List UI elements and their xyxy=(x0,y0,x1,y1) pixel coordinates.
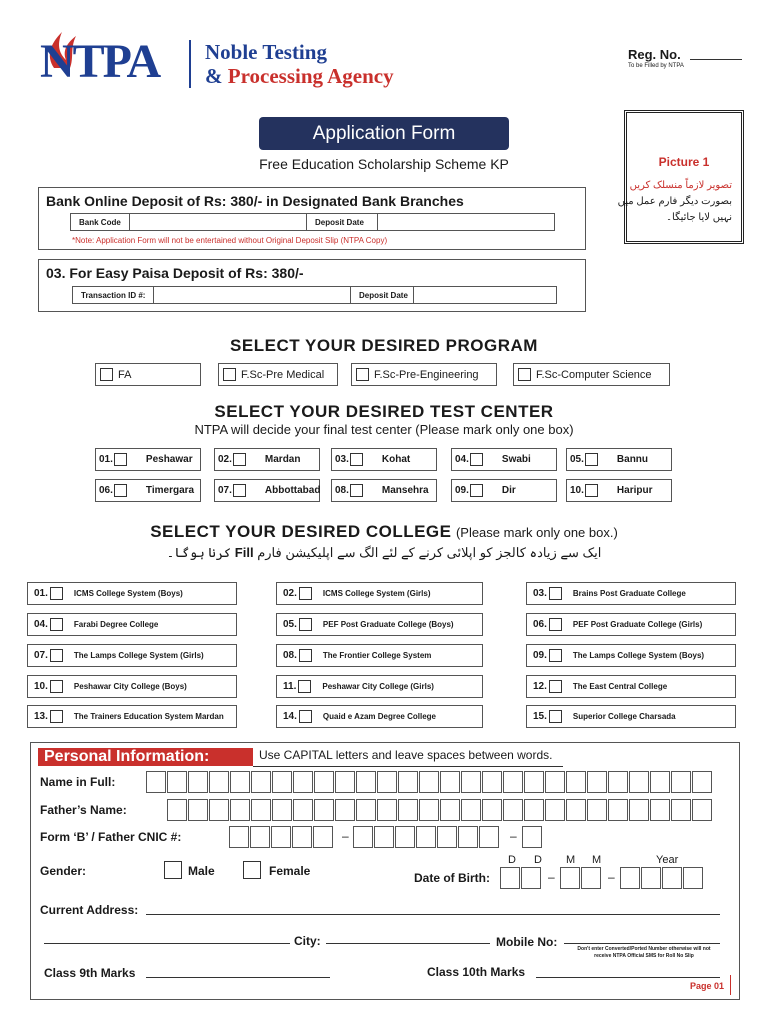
test-center-name: Bannu xyxy=(616,454,649,465)
program-option-label: F.Sc-Computer Science xyxy=(536,368,652,381)
test-center-name: Haripur xyxy=(616,485,653,496)
test-center-name: Peshawar xyxy=(145,454,193,465)
checkbox[interactable] xyxy=(50,649,63,662)
college-name: Farabi Degree College xyxy=(73,620,159,629)
male-checkbox[interactable] xyxy=(164,861,182,879)
college-option[interactable] xyxy=(526,675,736,698)
college-option[interactable] xyxy=(276,705,483,728)
college-urdu-fill: Fill xyxy=(234,545,254,560)
program-section-title: SELECT YOUR DESIRED PROGRAM xyxy=(230,336,538,355)
option-number: 07. xyxy=(218,485,232,496)
picture-instruction xyxy=(612,178,732,226)
college-name: The Trainers Education System Mardan xyxy=(73,712,224,721)
male-label: Male xyxy=(188,864,215,878)
reg-no-label: Reg. No. xyxy=(628,47,681,62)
option-number: 04. xyxy=(455,454,469,465)
address-label: Current Address: xyxy=(40,903,139,917)
college-urdu-before: ایک سے زیادہ کالجز کو اپلائی کرنے کے لئے الگ سے اپلیکیشن فارم xyxy=(257,545,602,560)
picture-instruction-red: تصویر لازماً منسلک کریں xyxy=(629,180,732,191)
reg-no-field[interactable] xyxy=(690,59,742,60)
form-title: Application Form xyxy=(259,117,509,150)
dob-d1-caption: D xyxy=(508,854,516,866)
dob-dash: – xyxy=(548,870,555,884)
checkbox[interactable] xyxy=(299,710,312,723)
option-number: 03. xyxy=(533,588,547,599)
option-number: 13. xyxy=(34,711,48,722)
option-number: 10. xyxy=(570,485,584,496)
bank-code-field[interactable] xyxy=(129,213,307,231)
test-center-option[interactable] xyxy=(214,448,320,471)
college-name: ICMS College System (Girls) xyxy=(322,589,431,598)
test-center-option[interactable] xyxy=(331,479,437,502)
test-center-section-title: SELECT YOUR DESIRED TEST CENTER xyxy=(214,402,554,421)
dob-dash: – xyxy=(608,870,615,884)
option-number: 05. xyxy=(283,619,297,630)
test-center-name: Abbottabad xyxy=(264,485,321,496)
address-line2-field[interactable] xyxy=(44,943,290,944)
program-option-premedical[interactable] xyxy=(218,363,338,386)
dob-label: Date of Birth: xyxy=(414,871,490,885)
checkbox[interactable] xyxy=(549,649,562,662)
easypaisa-date-label: Deposit Date xyxy=(350,286,414,304)
program-option-computer-science[interactable] xyxy=(513,363,670,386)
checkbox[interactable] xyxy=(350,484,363,497)
college-option[interactable] xyxy=(27,644,237,667)
gender-label: Gender: xyxy=(40,864,87,878)
checkbox[interactable] xyxy=(223,368,236,381)
college-name: Superior College Charsada xyxy=(572,712,676,721)
checkbox[interactable] xyxy=(549,587,562,600)
city-label: City: xyxy=(294,934,321,948)
option-number: 01. xyxy=(34,588,48,599)
dob-m1-caption: M xyxy=(566,854,576,866)
page-marker xyxy=(730,975,731,995)
ntpa-logo: NTPA xyxy=(40,35,160,88)
option-number: 08. xyxy=(283,650,297,661)
checkbox[interactable] xyxy=(50,618,63,631)
bank-deposit-title: Bank Online Deposit of Rs: 380/- in Designated Bank Branches xyxy=(46,193,464,209)
checkbox[interactable] xyxy=(233,484,246,497)
dob-year-field[interactable] xyxy=(620,867,704,889)
checkbox[interactable] xyxy=(299,587,312,600)
test-center-name: Dir xyxy=(501,485,516,496)
option-number: 10. xyxy=(34,681,48,692)
test-center-option[interactable] xyxy=(451,448,557,471)
option-number: 08. xyxy=(335,485,349,496)
program-option-preengineering[interactable] xyxy=(351,363,497,386)
dob-day-field[interactable] xyxy=(500,867,542,889)
checkbox[interactable] xyxy=(100,368,113,381)
name-label: Name in Full: xyxy=(40,775,116,789)
cnic-field-part1[interactable] xyxy=(229,826,334,848)
college-option[interactable] xyxy=(27,675,237,698)
college-title-note: (Please mark only one box.) xyxy=(455,525,618,540)
college-option[interactable] xyxy=(276,613,483,636)
test-center-option[interactable] xyxy=(95,448,201,471)
checkbox[interactable] xyxy=(356,368,369,381)
college-name: The Lamps College System (Boys) xyxy=(572,651,705,660)
option-number: 06. xyxy=(99,485,113,496)
college-option[interactable] xyxy=(27,613,237,636)
test-center-option[interactable] xyxy=(214,479,320,502)
class10-field[interactable] xyxy=(536,977,720,978)
checkbox[interactable] xyxy=(299,618,312,631)
easypaisa-date-field[interactable] xyxy=(413,286,557,304)
checkbox[interactable] xyxy=(350,453,363,466)
checkbox[interactable] xyxy=(114,453,127,466)
checkbox[interactable] xyxy=(585,484,598,497)
checkbox[interactable] xyxy=(114,484,127,497)
checkbox[interactable] xyxy=(50,710,63,723)
name-field[interactable] xyxy=(146,771,713,793)
college-option[interactable] xyxy=(526,705,736,728)
transaction-id-label: Transaction ID #: xyxy=(72,286,154,304)
bank-code-label: Bank Code xyxy=(70,213,130,231)
female-checkbox[interactable] xyxy=(243,861,261,879)
checkbox[interactable] xyxy=(299,649,312,662)
college-option[interactable] xyxy=(526,613,736,636)
test-center-option[interactable] xyxy=(566,448,672,471)
cnic-field-part2[interactable] xyxy=(353,826,500,848)
cnic-field-part3[interactable] xyxy=(522,826,543,848)
cnic-dash: – xyxy=(510,829,517,843)
class9-label: Class 9th Marks xyxy=(44,966,136,980)
option-number: 11. xyxy=(283,681,297,692)
option-number: 02. xyxy=(283,588,297,599)
college-option[interactable] xyxy=(526,582,736,605)
option-number: 07. xyxy=(34,650,48,661)
deposit-slip-note: *Note: Application Form will not be entertained without Original Deposit Slip (NTPA Copy) xyxy=(72,236,388,245)
father-name-field[interactable] xyxy=(167,799,713,821)
college-name: The Lamps College System (Girls) xyxy=(73,651,204,660)
class10-label: Class 10th Marks xyxy=(427,965,526,979)
checkbox[interactable] xyxy=(50,587,63,600)
personal-info-heading: Personal Information: xyxy=(38,748,253,766)
program-option-fa[interactable] xyxy=(95,363,201,386)
org-name-line1: Noble Testing xyxy=(205,40,327,64)
college-name: Peshawar City College (Girls) xyxy=(322,682,434,691)
college-option[interactable] xyxy=(27,705,237,728)
checkbox[interactable] xyxy=(298,680,311,693)
checkbox[interactable] xyxy=(518,368,531,381)
cnic-label: Form ‘B’ / Father CNIC #: xyxy=(40,830,182,844)
college-name: The Frontier College System xyxy=(322,651,432,660)
college-name: Peshawar City College (Boys) xyxy=(73,682,187,691)
female-label: Female xyxy=(269,864,311,878)
college-section-title xyxy=(0,522,768,542)
program-option-label: F.Sc-Pre Medical xyxy=(241,368,325,381)
checkbox[interactable] xyxy=(549,710,562,723)
dob-m2-caption: M xyxy=(592,854,602,866)
college-name: PEF Post Graduate College (Girls) xyxy=(572,620,703,629)
mobile-label: Mobile No: xyxy=(496,935,558,949)
option-number: 12. xyxy=(533,681,547,692)
checkbox[interactable] xyxy=(585,453,598,466)
reg-no-note: To be Filled by NTPA xyxy=(628,63,684,69)
checkbox[interactable] xyxy=(50,680,63,693)
college-option[interactable] xyxy=(276,582,483,605)
picture-instruction-rest: بصورت دیگر فارم عمل میں نہیں لایا جائیگا۔ xyxy=(617,196,732,223)
class9-field[interactable] xyxy=(146,977,330,978)
logo-divider xyxy=(189,40,191,88)
option-number: 09. xyxy=(533,650,547,661)
college-name: ICMS College System (Boys) xyxy=(73,589,183,598)
personal-info-note: Use CAPITAL letters and leave spaces between words. xyxy=(259,748,553,762)
address-field[interactable] xyxy=(146,914,720,915)
father-name-label: Father’s Name: xyxy=(40,803,127,817)
picture-label: Picture 1 xyxy=(658,155,710,169)
city-field[interactable] xyxy=(326,943,490,944)
option-number: 02. xyxy=(218,454,232,465)
college-urdu-after: کرنا ہوگا۔ xyxy=(166,545,232,560)
org-name-line2 xyxy=(205,64,394,89)
transaction-id-field[interactable] xyxy=(153,286,351,304)
college-name: Quaid e Azam Degree College xyxy=(322,712,436,721)
mobile-note: Don't enter Converted/Ported Number otherwise will not receive NTPA Official SMS for Roll No Slip xyxy=(577,946,711,959)
college-option[interactable] xyxy=(27,582,237,605)
test-center-name: Kohat xyxy=(381,454,411,465)
deposit-date-label: Deposit Date xyxy=(306,213,378,231)
test-center-name: Swabi xyxy=(501,454,531,465)
form-subtitle: Free Education Scholarship Scheme KP xyxy=(259,156,509,172)
deposit-date-field[interactable] xyxy=(377,213,555,231)
college-name: The East Central College xyxy=(572,682,668,691)
dob-d2-caption: D xyxy=(534,854,542,866)
test-center-name: Mansehra xyxy=(381,485,429,496)
college-option[interactable] xyxy=(276,644,483,667)
test-center-option[interactable] xyxy=(331,448,437,471)
program-option-label: FA xyxy=(118,368,132,381)
checkbox[interactable] xyxy=(549,680,562,693)
college-option[interactable] xyxy=(526,644,736,667)
option-number: 15. xyxy=(533,711,547,722)
option-number: 14. xyxy=(283,711,297,722)
checkbox[interactable] xyxy=(470,453,483,466)
cnic-dash: – xyxy=(342,829,349,843)
checkbox[interactable] xyxy=(233,453,246,466)
dob-year-caption: Year xyxy=(656,854,679,866)
test-center-option[interactable] xyxy=(451,479,557,502)
college-name: Brains Post Graduate College xyxy=(572,589,686,598)
checkbox[interactable] xyxy=(549,618,562,631)
org-amp: & xyxy=(205,64,223,88)
mobile-field[interactable] xyxy=(564,943,720,944)
option-number: 04. xyxy=(34,619,48,630)
test-center-name: Mardan xyxy=(264,454,301,465)
checkbox[interactable] xyxy=(470,484,483,497)
dob-month-field[interactable] xyxy=(560,867,602,889)
college-urdu-instruction xyxy=(0,545,768,561)
test-center-subtitle: NTPA will decide your final test center (Please mark only one box) xyxy=(194,422,574,437)
page-number: Page 01 xyxy=(690,981,725,991)
college-name: PEF Post Graduate College (Boys) xyxy=(322,620,454,629)
option-number: 03. xyxy=(335,454,349,465)
easypaisa-title: 03. For Easy Paisa Deposit of Rs: 380/- xyxy=(46,265,304,281)
college-title: SELECT YOUR DESIRED COLLEGE xyxy=(150,522,452,541)
college-option[interactable] xyxy=(276,675,483,698)
option-number: 06. xyxy=(533,619,547,630)
test-center-option[interactable] xyxy=(566,479,672,502)
program-option-label: F.Sc-Pre-Engineering xyxy=(374,368,479,381)
test-center-option[interactable] xyxy=(95,479,201,502)
option-number: 01. xyxy=(99,454,113,465)
option-number: 05. xyxy=(570,454,584,465)
org-name-line2-text: Processing Agency xyxy=(227,64,394,88)
option-number: 09. xyxy=(455,485,469,496)
test-center-name: Timergara xyxy=(145,485,195,496)
personal-info-underline xyxy=(253,766,563,767)
